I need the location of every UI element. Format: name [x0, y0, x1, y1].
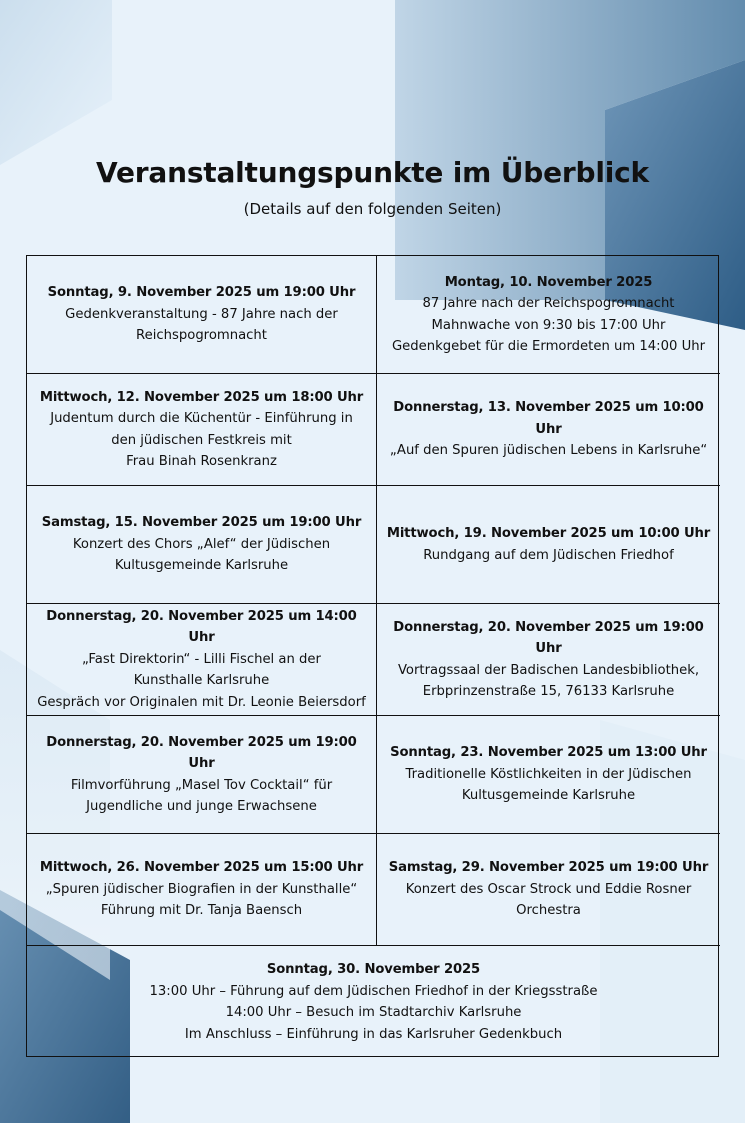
event-line: Gedenkgebet für die Ermordeten um 14:00 Uhr	[391, 339, 706, 354]
event-line: Kultusgemeinde Karlsruhe	[114, 558, 289, 574]
event-cell-final	[27, 946, 720, 1058]
event-line: 87 Jahre nach der Reichspogromnacht	[422, 296, 675, 311]
event-date: Sonntag, 9. November 2025 um 19:00 Uhr	[47, 285, 356, 301]
event-line: Reichspogromnacht	[136, 328, 267, 344]
event-date: Donnerstag, 20. November 2025 um 19:00 Uhr	[46, 734, 357, 771]
event-date: Donnerstag, 20. November 2025 um 14:00 Uhr	[46, 608, 357, 646]
event-line: Konzert des Oscar Strock und Eddie Rosner	[405, 881, 692, 897]
event-line: Traditionelle Köstlichkeiten in der Jüdischen	[405, 766, 692, 782]
event-line: „Fast Direktorin“ - Lilli Fischel an der	[82, 651, 321, 667]
event-cell	[377, 604, 720, 716]
event-cell	[377, 716, 720, 834]
event-line: Filmvorführung „Masel Tov Cocktail“ für	[70, 777, 333, 793]
event-line: Vortragssaal der Badischen Landesbibliothek,	[397, 662, 700, 678]
event-cell	[27, 486, 377, 604]
event-date: Sonntag, 23. November 2025 um 13:00 Uhr	[390, 745, 707, 761]
event-date: Montag, 10. November 2025	[444, 274, 653, 290]
event-line: Gedenkveranstaltung - 87 Jahre nach der	[65, 306, 338, 322]
event-line: Führung mit Dr. Tanja Baensch	[100, 903, 303, 919]
event-line: Jugendliche und junge Erwachsene	[86, 799, 317, 814]
events-table	[26, 255, 719, 1057]
event-date: Samstag, 29. November 2025 um 19:00 Uhr	[388, 860, 709, 876]
event-line: Frau Binah Rosenkranz	[126, 454, 277, 469]
event-line: Orchestra	[516, 903, 581, 919]
event-cell	[27, 834, 377, 946]
event-date: Mittwoch, 12. November 2025 um 18:00 Uhr	[39, 389, 364, 405]
event-line: Konzert des Chors „Alef“ der Jüdischen	[72, 536, 331, 552]
event-date: Sonntag, 30. November 2025	[266, 962, 481, 977]
event-cell	[27, 604, 377, 716]
event-cell	[377, 486, 720, 604]
page-subtitle: (Details auf den folgenden Seiten)	[243, 200, 502, 218]
event-date: Donnerstag, 20. November 2025 um 19:00 Uhr	[393, 619, 704, 656]
event-cell	[377, 834, 720, 946]
event-line: Kultusgemeinde Karlsruhe	[461, 788, 636, 804]
event-date: Mittwoch, 26. November 2025 um 15:00 Uhr	[39, 860, 364, 876]
event-line: 13:00 Uhr – Führung auf dem Jüdischen Friedhof in der Kriegsstraße	[149, 983, 598, 999]
event-line: den jüdischen Festkreis mit	[111, 432, 292, 448]
event-cell	[27, 256, 377, 374]
event-line: 14:00 Uhr – Besuch im Stadtarchiv Karlsruhe	[225, 1005, 522, 1020]
event-date: Donnerstag, 13. November 2025 um 10:00 Uhr	[393, 400, 704, 437]
event-line: Erbprinzenstraße 15, 76133 Karlsruhe	[422, 684, 675, 699]
event-date: Mittwoch, 19. November 2025 um 10:00 Uhr	[386, 526, 711, 541]
event-line: Kunsthalle Karlsruhe	[133, 673, 270, 689]
event-line: „Spuren jüdischer Biografien in der Kunsthalle“	[45, 881, 358, 897]
event-line: „Auf den Spuren jüdischen Lebens in Karlsruhe“	[389, 443, 708, 459]
event-line: Im Anschluss – Einführung in das Karlsruher Gedenkbuch	[184, 1026, 563, 1042]
event-line: Mahnwache von 9:30 bis 17:00 Uhr	[431, 317, 666, 333]
event-line: Judentum durch die Küchentür - Einführung in	[50, 411, 353, 426]
event-date: Samstag, 15. November 2025 um 19:00 Uhr	[41, 515, 362, 531]
page-title: Veranstaltungspunkte im Überblick	[96, 156, 649, 189]
event-cell	[27, 374, 377, 486]
event-cell	[377, 256, 720, 374]
event-line: Rundgang auf dem Jüdischen Friedhof	[423, 547, 674, 563]
event-line: Gespräch vor Originalen mit Dr. Leonie Beiersdorf	[37, 694, 366, 710]
event-cell	[27, 716, 377, 834]
event-cell	[377, 374, 720, 486]
